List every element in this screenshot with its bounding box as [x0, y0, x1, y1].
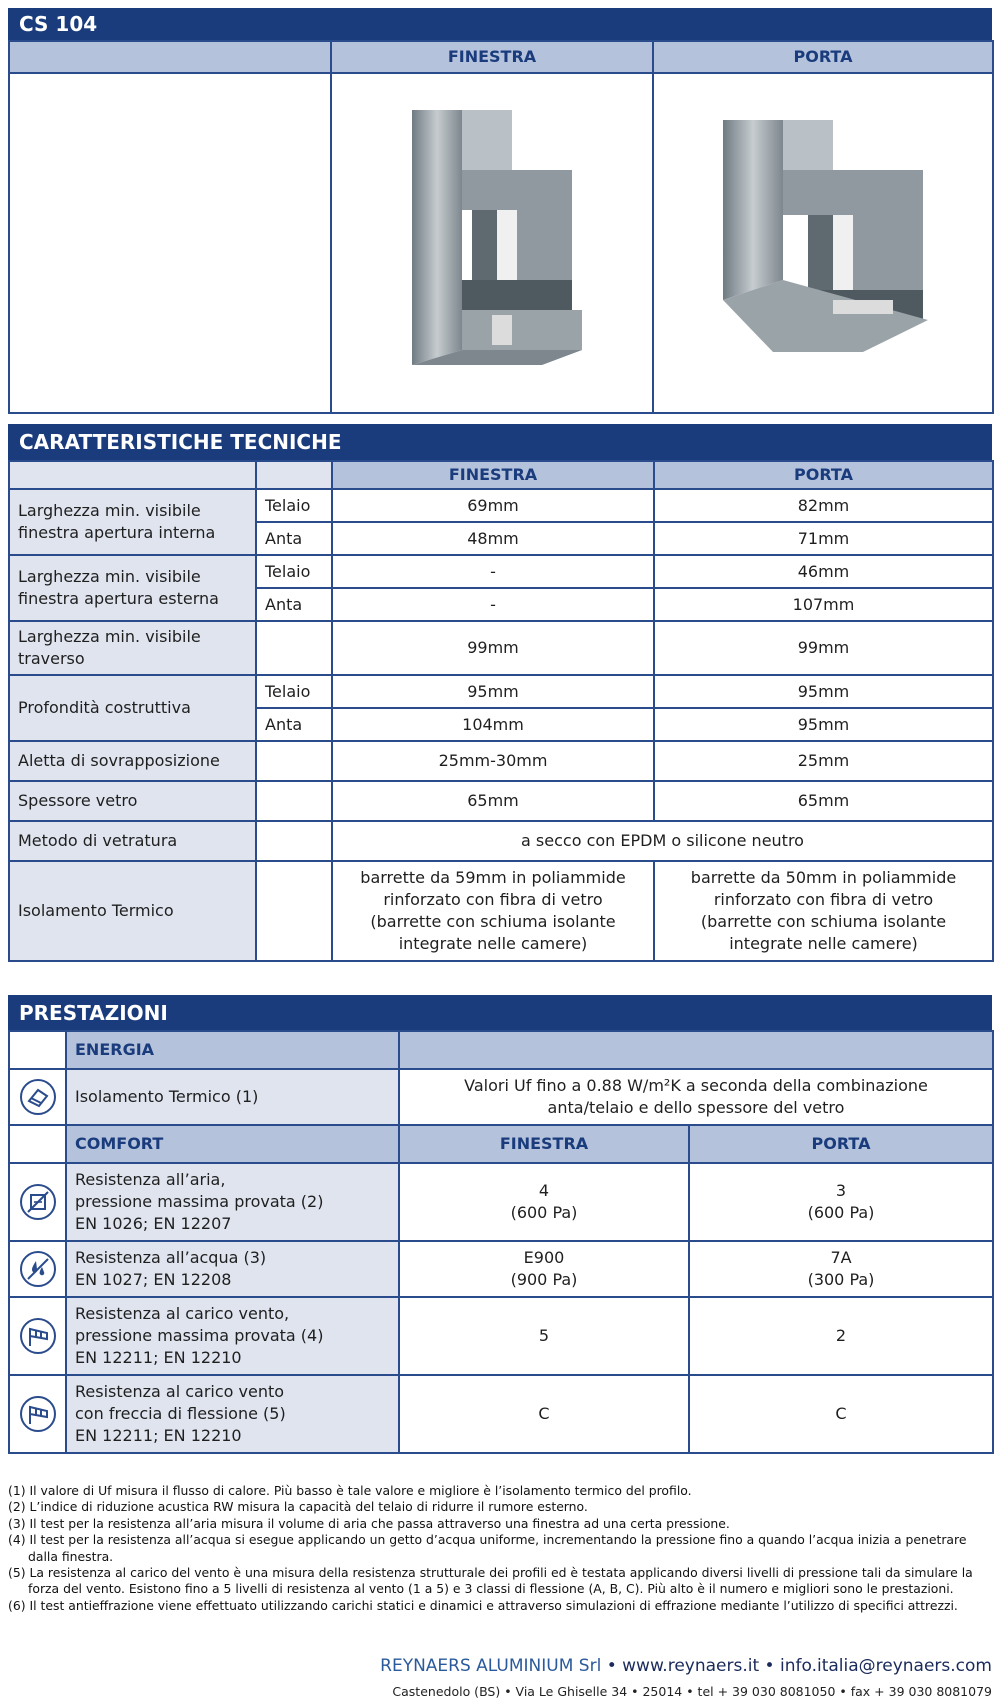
air-resistance-icon: [20, 1184, 56, 1220]
footer-address: Castenedolo (BS) • Via Le Ghiselle 34 • 25014 • tel + 39 030 8081050 • fax + 39 030 8081079: [392, 1684, 992, 1699]
tech-cell-porta: 25mm: [654, 741, 993, 781]
tech-cell-porta: 65mm: [654, 781, 993, 821]
comfort-header-porta: PORTA: [689, 1125, 993, 1163]
comfort-header: COMFORT: [66, 1125, 399, 1163]
tech-cell-finestra: -: [332, 555, 654, 588]
tech-row-label: Isolamento Termico: [9, 861, 256, 961]
tech-sub-label: Anta: [256, 522, 332, 555]
footnotes: [8, 1483, 992, 1614]
perf-section-title: PRESTAZIONI: [19, 1000, 168, 1025]
tech-sub-empty: [256, 741, 332, 781]
footer-contact-line: [380, 1656, 992, 1676]
tech-row-label: Larghezza min. visibile finestra apertura esterna: [9, 555, 256, 621]
tech-cell-finestra: 25mm-30mm: [332, 741, 654, 781]
tech-cell-finestra: 65mm: [332, 781, 654, 821]
tech-row-label: Profondità costruttiva: [9, 675, 256, 741]
energia-row-value: Valori Uf fino a 0.88 W/m²K a seconda della combinazione anta/telaio e dello spessore del vetro: [399, 1069, 993, 1125]
tech-cell-porta: 107mm: [654, 588, 993, 621]
tech-cell-porta: 95mm: [654, 675, 993, 708]
footer-separator: •: [606, 1656, 623, 1676]
perf-table: [8, 1030, 994, 1454]
comfort-icon-cell: [9, 1241, 66, 1297]
tech-sub-empty: [256, 781, 332, 821]
perf-icon-empty: [9, 1031, 66, 1069]
tech-cell-finestra: 99mm: [332, 621, 654, 675]
window-profile-section-icon: [392, 110, 592, 370]
comfort-row-label: Resistenza al carico vento con freccia di flessione (5) EN 12211; EN 12210: [66, 1375, 399, 1453]
tech-sub-label: Telaio: [256, 489, 332, 522]
tech-cell-finestra: 95mm: [332, 675, 654, 708]
water-resistance-icon: [20, 1251, 56, 1287]
footer-email-link[interactable]: info.italia@reynaers.com: [779, 1656, 992, 1676]
comfort-cell-porta: 7A (300 Pa): [689, 1241, 993, 1297]
comfort-row-label: Resistenza all’acqua (3) EN 1027; EN 12208: [66, 1241, 399, 1297]
perf-icon-empty: [9, 1125, 66, 1163]
comfort-cell-porta: 2: [689, 1297, 993, 1375]
energia-row-label: Isolamento Termico (1): [66, 1069, 399, 1125]
footnote-continuation: dalla finestra.: [28, 1548, 114, 1564]
tech-row-label: Aletta di sovrapposizione: [9, 741, 256, 781]
tech-cell-finestra: 48mm: [332, 522, 654, 555]
footnote: (6) Il test antieffrazione viene effettuato utilizzando carichi statici e dinamici e attraverso simulazioni di effrazione mediante l’utilizzo di specifici attrezzi.: [8, 1597, 958, 1613]
tech-sub-empty: [256, 821, 332, 861]
tech-section-band: [8, 424, 992, 460]
comfort-cell-finestra: 4 (600 Pa): [399, 1163, 689, 1241]
comfort-cell-finestra: C: [399, 1375, 689, 1453]
tech-cell-finestra: 69mm: [332, 489, 654, 522]
footer-company: REYNAERS ALUMINIUM Srl: [380, 1656, 602, 1676]
comfort-row-label: Resistenza al carico vento, pressione massima provata (4) EN 12211; EN 12210: [66, 1297, 399, 1375]
tech-cell-finestra: barrette da 59mm in poliammide rinforzato con fibra di vetro (barrette con schiuma isolante integrate nelle camere): [332, 861, 654, 961]
tech-cell-porta: barrette da 50mm in poliammide rinforzato con fibra di vetro (barrette con schiuma isolante integrate nelle camere): [654, 861, 993, 961]
porta-profile-image: [653, 73, 993, 413]
tech-cell-porta: 71mm: [654, 522, 993, 555]
top-header-porta: PORTA: [653, 41, 993, 73]
perf-section-band: [8, 995, 992, 1030]
tech-sub-empty: [256, 621, 332, 675]
footnote: (4) Il test per la resistenza all’acqua si esegue applicando un getto d’acqua uniforme, incrementando la pressione fino a quando l’acqua inizia a penetrare: [8, 1532, 967, 1548]
top-header-finestra: FINESTRA: [331, 41, 653, 73]
energia-header-empty: [399, 1031, 993, 1069]
finestra-profile-image: [331, 73, 653, 413]
tech-cell-porta: 99mm: [654, 621, 993, 675]
comfort-cell-porta: 3 (600 Pa): [689, 1163, 993, 1241]
comfort-icon-cell: [9, 1375, 66, 1453]
tech-empty-header: [9, 461, 256, 489]
energia-icon-cell: [9, 1069, 66, 1125]
tech-table: [8, 460, 994, 962]
comfort-cell-finestra: 5: [399, 1297, 689, 1375]
door-profile-section-icon: [713, 120, 933, 360]
product-title-band: [8, 8, 992, 40]
tech-cell-both: a secco con EPDM o silicone neutro: [332, 821, 993, 861]
comfort-header-finestra: FINESTRA: [399, 1125, 689, 1163]
tech-cell-porta: 46mm: [654, 555, 993, 588]
tech-empty-header-sub: [256, 461, 332, 489]
tech-sub-label: Telaio: [256, 675, 332, 708]
footnote: (5) La resistenza al carico del vento è una misura della resistenza strutturale dei profili ed è testata applicando diversi livelli di pressione tali da simulare la: [8, 1565, 973, 1581]
comfort-row-label: Resistenza all’aria, pressione massima provata (2) EN 1026; EN 12207: [66, 1163, 399, 1241]
tech-row-label: Metodo di vetratura: [9, 821, 256, 861]
tech-cell-porta: 95mm: [654, 708, 993, 741]
footnote: (3) Il test per la resistenza all’aria misura il volume di aria che passa attraverso una finestra ad una certa pressione.: [8, 1515, 730, 1531]
tech-header-porta: PORTA: [654, 461, 993, 489]
top-empty-cell: [9, 73, 331, 413]
tech-cell-porta: 82mm: [654, 489, 993, 522]
tech-cell-finestra: -: [332, 588, 654, 621]
product-title: CS 104: [19, 12, 98, 36]
comfort-cell-porta: C: [689, 1375, 993, 1453]
tech-sub-empty: [256, 861, 332, 961]
footnote: (2) L’indice di riduzione acustica RW misura la capacità del telaio di ridurre il rumore esterno.: [8, 1499, 588, 1515]
thermal-insulation-icon: [20, 1079, 56, 1115]
footnote-continuation: forza del vento. Esistono fino a 5 livelli di resistenza al vento (1 a 5) e 3 classi di flessione (A, B, C). Più alto è il numero e migliori sono le prestazioni.: [28, 1581, 954, 1597]
tech-row-label: Spessore vetro: [9, 781, 256, 821]
tech-sub-label: Telaio: [256, 555, 332, 588]
footer-separator: •: [764, 1656, 780, 1676]
comfort-icon-cell: [9, 1163, 66, 1241]
tech-row-label: Larghezza min. visibile finestra apertura interna: [9, 489, 256, 555]
footer-website-link[interactable]: www.reynaers.it: [622, 1656, 760, 1676]
tech-header-finestra: FINESTRA: [332, 461, 654, 489]
energia-header: ENERGIA: [66, 1031, 399, 1069]
tech-sub-label: Anta: [256, 588, 332, 621]
tech-row-label: Larghezza min. visibile traverso: [9, 621, 256, 675]
tech-sub-label: Anta: [256, 708, 332, 741]
product-images-table: [8, 40, 994, 414]
top-empty-header: [9, 41, 331, 73]
windsock-icon: [20, 1396, 56, 1432]
tech-cell-finestra: 104mm: [332, 708, 654, 741]
tech-section-title: CARATTERISTICHE TECNICHE: [19, 430, 342, 454]
comfort-cell-finestra: E900 (900 Pa): [399, 1241, 689, 1297]
windsock-icon: [20, 1318, 56, 1354]
comfort-icon-cell: [9, 1297, 66, 1375]
footnote: (1) Il valore di Uf misura il flusso di calore. Più basso è tale valore e migliore è l’isolamento termico del profilo.: [8, 1483, 692, 1498]
